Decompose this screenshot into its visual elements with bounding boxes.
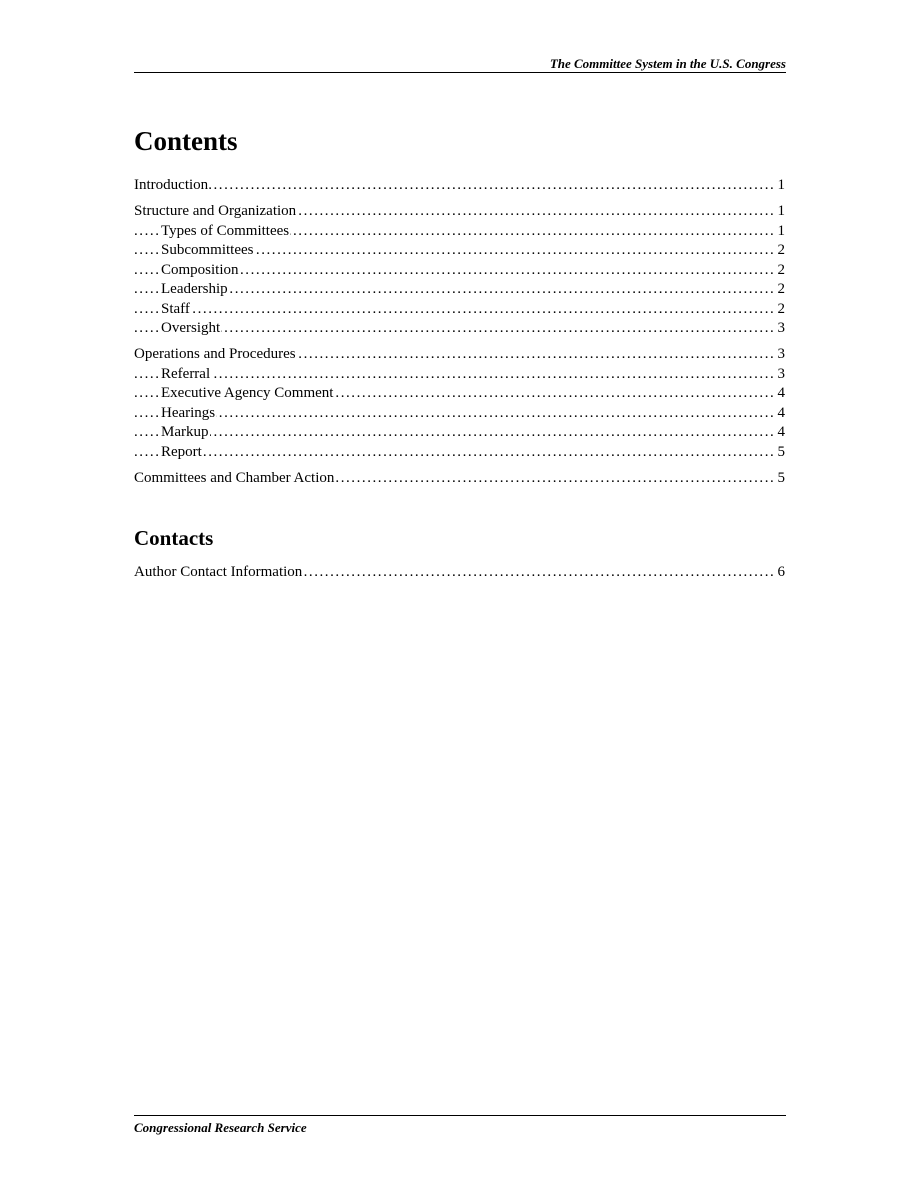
toc-entry-hearings[interactable] (134, 404, 785, 424)
page-footer (134, 1115, 786, 1136)
toc-entry-page: 3 (776, 345, 786, 365)
toc-entry-page: 2 (776, 261, 786, 281)
toc-entry-page: 2 (776, 280, 786, 300)
toc-entry-label: Hearings (161, 404, 216, 421)
toc-entry-author-contact-information[interactable] (134, 563, 785, 583)
toc-entry-oversight[interactable] (134, 319, 785, 339)
toc-entry-leadership[interactable] (134, 280, 785, 300)
toc-entry-report[interactable] (134, 443, 785, 463)
toc-entry-label: Report (161, 443, 202, 460)
toc-entry-label: Subcommittees (161, 242, 254, 258)
contents-list (134, 176, 785, 488)
toc-entry-committees-and-chamber-action[interactable] (134, 469, 785, 489)
toc-entry-label: Referral (161, 365, 211, 382)
toc-entry-page: 2 (776, 241, 786, 261)
toc-entry-page: 5 (776, 469, 786, 489)
toc-entry-label: Structure and Organization (134, 203, 297, 219)
toc-entry-referral[interactable] (134, 365, 785, 385)
toc-entry-subcommittees[interactable] (134, 241, 785, 261)
toc-entry-page: 4 (776, 384, 786, 404)
toc-entry-structure-and-organization[interactable] (134, 202, 785, 222)
toc-entry-markup[interactable] (134, 423, 785, 443)
toc-entry-label: Composition (161, 261, 239, 278)
toc-entry-page: 1 (776, 176, 786, 196)
toc-entry-label: Executive Agency Comment (161, 385, 334, 401)
toc-entry-page: 5 (776, 443, 786, 463)
toc-entry-label: Author Contact Information (134, 564, 303, 580)
footer-text: Congressional Research Service (134, 1120, 307, 1135)
toc-entry-label: Staff (161, 300, 190, 317)
toc-entry-page: 4 (776, 423, 786, 443)
toc-entry-page: 2 (776, 300, 786, 320)
toc-entry-page: 4 (776, 404, 786, 424)
toc-entry-label: Operations and Procedures (134, 346, 296, 362)
toc-entry-page: 6 (776, 563, 786, 583)
toc-entry-label: Oversight (161, 320, 221, 336)
toc-entry-label: Committees and Chamber Action (134, 469, 335, 486)
toc-entry-types-of-committees[interactable] (134, 222, 785, 242)
running-title: The Committee System in the U.S. Congress (549, 56, 786, 71)
toc-entry-introduction[interactable] (134, 176, 785, 196)
toc-entry-page: 1 (776, 202, 786, 222)
page-header (134, 56, 786, 73)
toc-entry-label: Types of Committees (161, 222, 290, 239)
toc-entry-label: Introduction (134, 177, 209, 193)
toc-entry-label: Markup (161, 424, 209, 440)
toc-entry-staff[interactable] (134, 300, 785, 320)
toc-entry-executive-agency-comment[interactable] (134, 384, 785, 404)
toc-entry-composition[interactable] (134, 261, 785, 281)
toc-entry-operations-and-procedures[interactable] (134, 345, 785, 365)
contacts-list (134, 563, 785, 583)
toc-entry-page: 3 (776, 365, 786, 385)
toc-entry-label: Leadership (161, 281, 228, 297)
contents-heading: Contents (134, 126, 238, 156)
toc-entry-page: 3 (776, 319, 786, 339)
toc-entry-page: 1 (776, 222, 786, 242)
contacts-heading: Contacts (134, 526, 214, 550)
